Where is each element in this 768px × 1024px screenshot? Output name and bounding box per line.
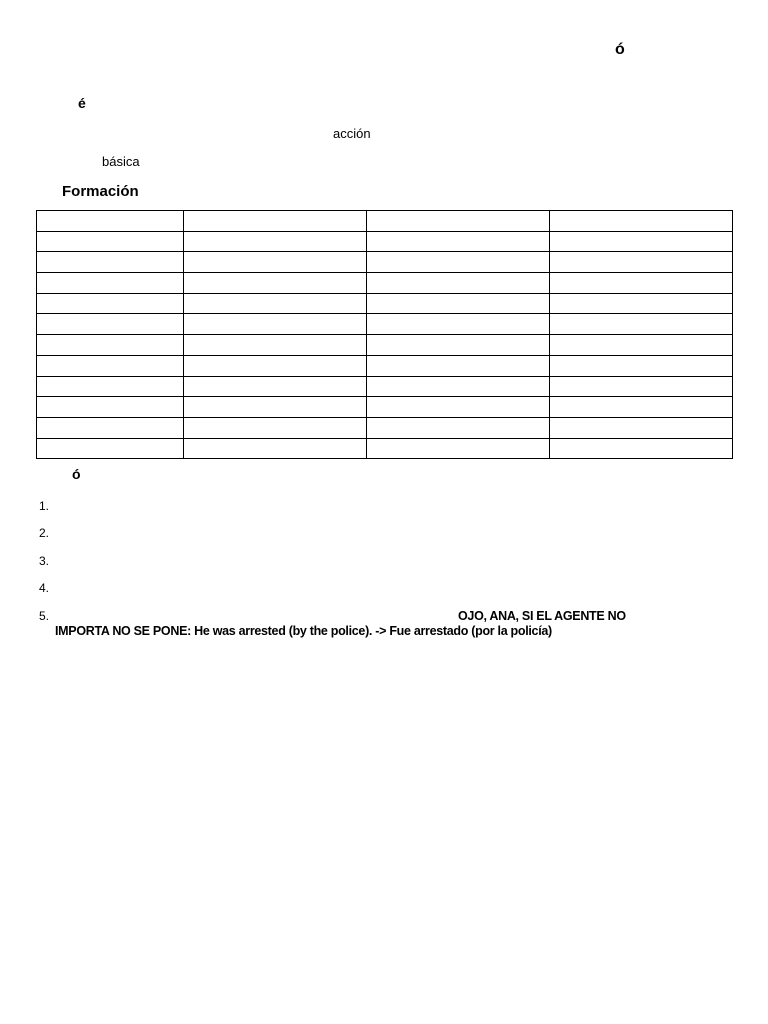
list-item-4: [39, 581, 55, 595]
table-cell: [550, 355, 733, 376]
list-number: 2.: [39, 526, 50, 540]
table-cell: [367, 252, 550, 273]
table-cell: [367, 273, 550, 294]
table-cell: [184, 417, 367, 438]
table-cell: [184, 335, 367, 356]
table-cell: [37, 252, 184, 273]
table-cell: [184, 314, 367, 335]
table-cell: [184, 252, 367, 273]
table-cell: [550, 293, 733, 314]
table-cell: [550, 211, 733, 232]
table-cell: [367, 211, 550, 232]
table-cell: [37, 335, 184, 356]
table-cell: [184, 273, 367, 294]
table-cell: [550, 397, 733, 418]
list-item-2: [39, 526, 55, 540]
section2-glyph: ó: [72, 466, 81, 482]
table-cell: [37, 417, 184, 438]
table-cell: [37, 355, 184, 376]
table-cell: [184, 438, 367, 459]
table-cell: [550, 273, 733, 294]
table-cell: [184, 355, 367, 376]
table-row: [37, 397, 733, 418]
formacion-table: [36, 210, 733, 459]
table-row: [37, 417, 733, 438]
list-item-5-note: OJO, ANA, SI EL AGENTE NO IMPORTA NO SE PONE: He was arrested (by the police). -> Fue arrestado (por la policía): [55, 609, 626, 638]
table-row: [37, 438, 733, 459]
word-accion: acción: [333, 126, 371, 141]
table-cell: [367, 314, 550, 335]
table-cell: [367, 293, 550, 314]
list-item-1: [39, 499, 55, 513]
table-cell: [550, 252, 733, 273]
table-row: [37, 355, 733, 376]
header-glyph: ó: [615, 41, 625, 58]
table-cell: [37, 231, 184, 252]
table-cell: [550, 376, 733, 397]
list-number: 3.: [39, 554, 50, 568]
table-row: [37, 376, 733, 397]
table-cell: [550, 231, 733, 252]
table-row: [37, 252, 733, 273]
table-cell: [184, 293, 367, 314]
list-number: 1.: [39, 499, 50, 513]
table-cell: [367, 417, 550, 438]
table-cell: [37, 376, 184, 397]
list-number: 4.: [39, 581, 50, 595]
section1-glyph: é: [78, 95, 86, 111]
list-item-3: [39, 554, 55, 568]
table-row: [37, 273, 733, 294]
table-cell: [184, 211, 367, 232]
table-cell: [550, 314, 733, 335]
table-cell: [367, 438, 550, 459]
list-number: 5.: [39, 609, 50, 623]
table-cell: [367, 335, 550, 356]
table-cell: [37, 211, 184, 232]
table-cell: [37, 293, 184, 314]
table-cell: [184, 376, 367, 397]
table-cell: [367, 231, 550, 252]
table-cell: [550, 417, 733, 438]
table-cell: [367, 397, 550, 418]
table-cell: [37, 314, 184, 335]
table-row: [37, 231, 733, 252]
table-cell: [550, 335, 733, 356]
formacion-heading: Formación: [62, 183, 139, 200]
table-cell: [184, 397, 367, 418]
table-cell: [367, 376, 550, 397]
table-row: [37, 335, 733, 356]
table-cell: [550, 438, 733, 459]
table-cell: [367, 355, 550, 376]
word-basica: básica: [102, 154, 140, 169]
table-cell: [184, 231, 367, 252]
table-cell: [37, 438, 184, 459]
table-row: [37, 293, 733, 314]
table-cell: [37, 397, 184, 418]
list-item-5: [39, 609, 55, 623]
table-row: [37, 211, 733, 232]
table-row: [37, 314, 733, 335]
table-cell: [37, 273, 184, 294]
